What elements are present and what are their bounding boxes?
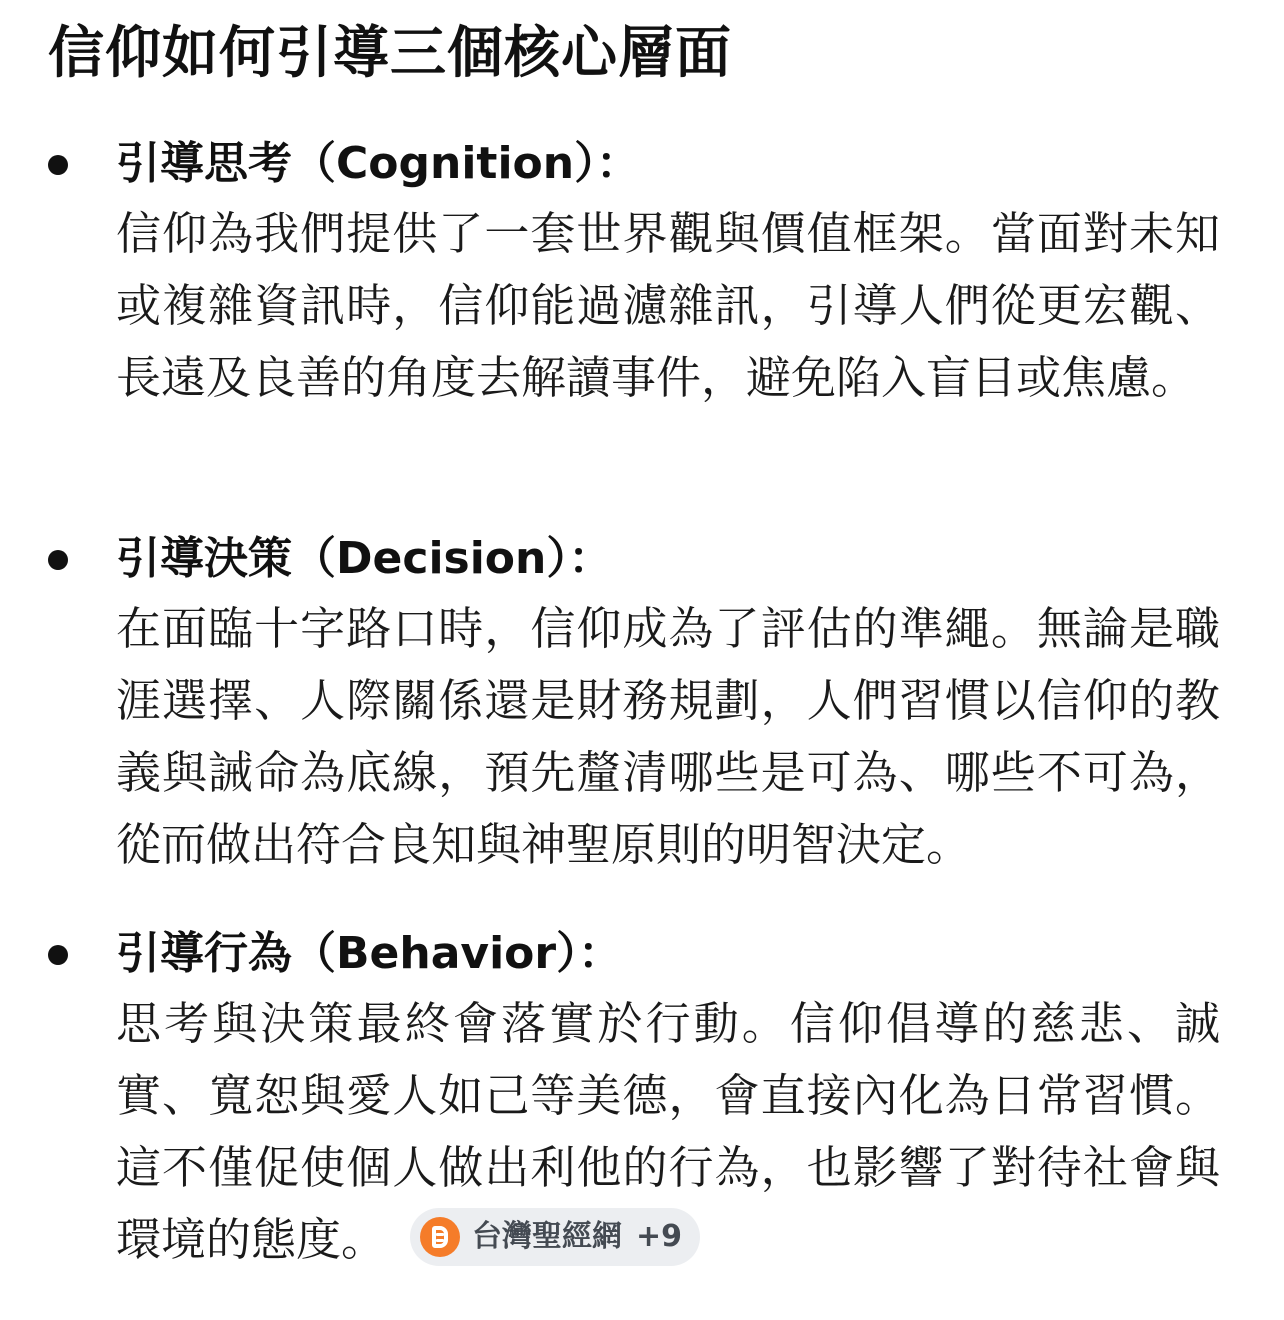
source-chip-count: +9	[636, 1219, 683, 1254]
bullet-icon	[48, 945, 68, 965]
blogger-icon	[420, 1217, 460, 1257]
source-chip[interactable]	[410, 1208, 700, 1266]
item-body-text: 思考與決策最終會落實於行動。信仰倡導的慈悲、誠實、寬恕與愛人如己等美德，會直接內化為日常習慣。這不僅促使個人做出利他的行為，也影響了對待社會與環境的態度。	[116, 997, 1220, 1266]
item-title: 引導思考（Cognition）：	[116, 138, 641, 189]
bullet-icon	[48, 155, 68, 175]
item-body: 信仰為我們提供了一套世界觀與價值框架。當面對未知或複雜資訊時，信仰能過濾雜訊，引導人們從更宏觀、長遠及良善的角度去解讀事件，避免陷入盲目或焦慮。	[116, 207, 1220, 404]
bullet-icon	[48, 550, 68, 570]
section-heading: 信仰如何引導三個核心層面	[48, 21, 732, 86]
item-title: 引導行為（Behavior）：	[116, 928, 623, 979]
item-title: 引導決策（Decision）：	[116, 533, 613, 584]
item-body: 在面臨十字路口時，信仰成為了評估的準繩。無論是職涯選擇、人際關係還是財務規劃，人們習慣以信仰的教義與誡命為底線，預先釐清哪些是可為、哪些不可為，從而做出符合良知與神聖原則的明智決定。	[116, 602, 1220, 871]
item-body	[116, 988, 1220, 1276]
source-chip-label: 台灣聖經網	[472, 1219, 623, 1254]
